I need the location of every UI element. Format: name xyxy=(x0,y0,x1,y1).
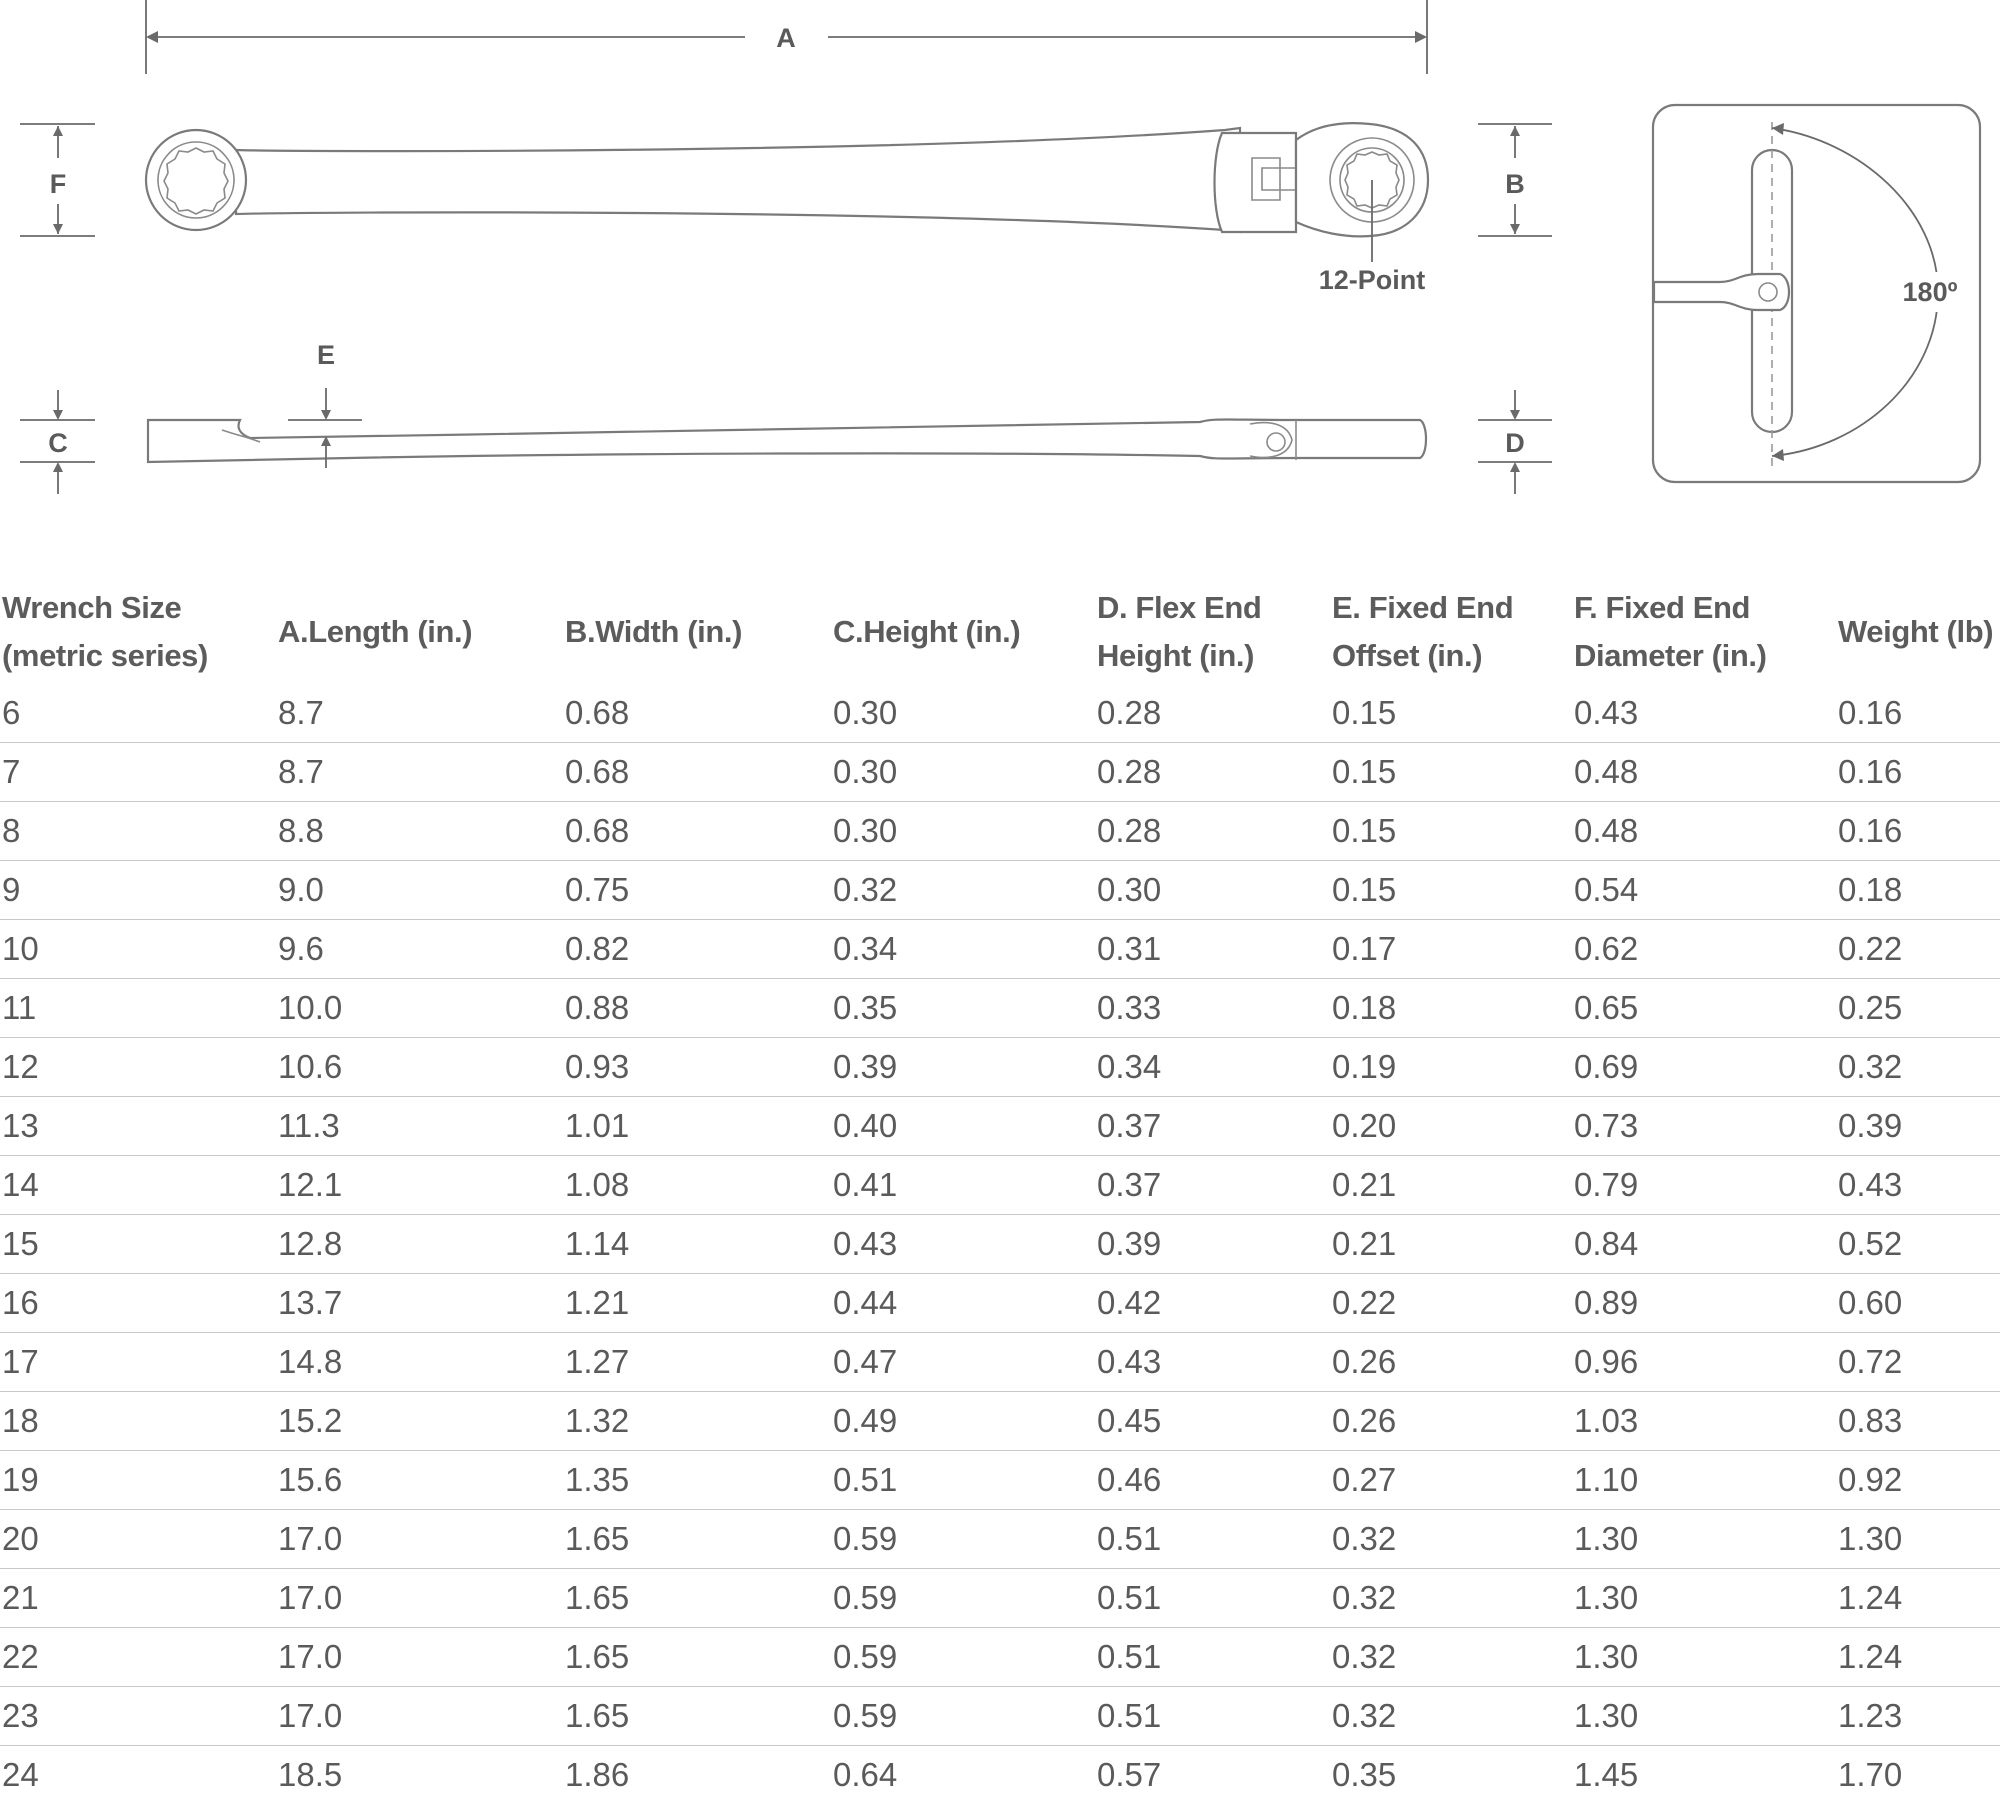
table-cell: 0.21 xyxy=(1330,1156,1572,1215)
table-cell: 0.59 xyxy=(831,1687,1095,1746)
table-cell: 1.14 xyxy=(563,1215,831,1274)
table-cell: 11 xyxy=(0,979,276,1038)
table-cell: 0.22 xyxy=(1330,1274,1572,1333)
table-cell: 0.18 xyxy=(1330,979,1572,1038)
table-cell: 0.51 xyxy=(1095,1628,1330,1687)
table-cell: 10.0 xyxy=(276,979,563,1038)
table-cell: 0.51 xyxy=(1095,1687,1330,1746)
table-cell: 1.23 xyxy=(1836,1687,2000,1746)
header-weight xyxy=(1836,580,2000,684)
table-cell: 0.15 xyxy=(1330,743,1572,802)
table-cell: 1.70 xyxy=(1836,1746,2000,1804)
dimension-e-label: E xyxy=(317,340,335,370)
table-cell: 0.72 xyxy=(1836,1333,2000,1392)
table-cell: 0.34 xyxy=(831,920,1095,979)
table-cell: 1.08 xyxy=(563,1156,831,1215)
table-row xyxy=(0,1746,2000,1804)
spec-table xyxy=(0,580,2000,1804)
table-cell: 1.65 xyxy=(563,1510,831,1569)
table-cell: 0.43 xyxy=(1572,684,1836,743)
table-cell: 24 xyxy=(0,1746,276,1804)
table-cell: 0.96 xyxy=(1572,1333,1836,1392)
dimension-d-label: D xyxy=(1505,428,1525,458)
table-cell: 10 xyxy=(0,920,276,979)
dimension-a xyxy=(146,0,1427,74)
table-cell: 17.0 xyxy=(276,1569,563,1628)
header-fixed-end-offset xyxy=(1330,580,1572,684)
header-line-1: A.Length (in.) xyxy=(278,614,472,649)
header-line-1: Weight (lb) xyxy=(1838,614,1993,649)
table-cell: 6 xyxy=(0,684,276,743)
table-cell: 1.30 xyxy=(1572,1687,1836,1746)
table-cell: 0.43 xyxy=(831,1215,1095,1274)
table-cell: 0.30 xyxy=(1095,861,1330,920)
table-cell: 0.26 xyxy=(1330,1392,1572,1451)
table-cell: 0.57 xyxy=(1095,1746,1330,1804)
table-cell: 0.65 xyxy=(1572,979,1836,1038)
table-cell: 0.92 xyxy=(1836,1451,2000,1510)
header-line-1: D. Flex End xyxy=(1097,590,1261,625)
table-cell: 0.68 xyxy=(563,743,831,802)
fixed-end-ring xyxy=(146,130,246,230)
header-line-2: Diameter (in.) xyxy=(1574,638,1767,673)
table-cell: 0.28 xyxy=(1095,684,1330,743)
table-cell: 1.86 xyxy=(563,1746,831,1804)
table-cell: 0.37 xyxy=(1095,1156,1330,1215)
table-cell: 0.51 xyxy=(1095,1569,1330,1628)
table-cell: 12.1 xyxy=(276,1156,563,1215)
table-cell: 0.43 xyxy=(1095,1333,1330,1392)
table-cell: 0.51 xyxy=(1095,1510,1330,1569)
table-cell: 0.48 xyxy=(1572,802,1836,861)
table-cell: 0.25 xyxy=(1836,979,2000,1038)
table-cell: 0.73 xyxy=(1572,1097,1836,1156)
table-cell: 17.0 xyxy=(276,1687,563,1746)
table-cell: 0.59 xyxy=(831,1510,1095,1569)
table-cell: 0.33 xyxy=(1095,979,1330,1038)
table-cell: 0.18 xyxy=(1836,861,2000,920)
table-cell: 0.28 xyxy=(1095,743,1330,802)
table-cell: 0.68 xyxy=(563,802,831,861)
table-cell: 1.03 xyxy=(1572,1392,1836,1451)
header-line-1: Wrench Size xyxy=(2,590,181,625)
dimension-f-label: F xyxy=(50,169,67,199)
table-cell: 0.84 xyxy=(1572,1215,1836,1274)
table-cell: 21 xyxy=(0,1569,276,1628)
rotation-angle-label: 180º xyxy=(1903,277,1958,307)
table-cell: 0.41 xyxy=(831,1156,1095,1215)
flex-end-head xyxy=(1296,123,1428,236)
wrench-side-view xyxy=(148,420,1426,463)
table-cell: 18.5 xyxy=(276,1746,563,1804)
table-cell: 1.65 xyxy=(563,1628,831,1687)
table-header-row xyxy=(0,580,2000,684)
header-line-1: C.Height (in.) xyxy=(833,614,1020,649)
table-cell: 1.30 xyxy=(1572,1569,1836,1628)
header-line-2: (metric series) xyxy=(2,638,208,673)
table-cell: 0.32 xyxy=(1330,1628,1572,1687)
table-cell: 1.24 xyxy=(1836,1569,2000,1628)
table-cell: 1.32 xyxy=(563,1392,831,1451)
table-cell: 14 xyxy=(0,1156,276,1215)
table-cell: 1.27 xyxy=(563,1333,831,1392)
table-cell: 22 xyxy=(0,1628,276,1687)
table-cell: 1.30 xyxy=(1572,1510,1836,1569)
header-flex-end-height xyxy=(1095,580,1330,684)
table-cell: 1.21 xyxy=(563,1274,831,1333)
table-cell: 0.17 xyxy=(1330,920,1572,979)
table-row xyxy=(0,1333,2000,1392)
table-cell: 17.0 xyxy=(276,1628,563,1687)
table-cell: 0.69 xyxy=(1572,1038,1836,1097)
table-row xyxy=(0,1038,2000,1097)
diagram-canvas xyxy=(0,0,2000,520)
table-cell: 13.7 xyxy=(276,1274,563,1333)
table-cell: 14.8 xyxy=(276,1333,563,1392)
table-cell: 0.26 xyxy=(1330,1333,1572,1392)
table-cell: 0.39 xyxy=(831,1038,1095,1097)
table-cell: 0.40 xyxy=(831,1097,1095,1156)
table-row xyxy=(0,1510,2000,1569)
table-cell: 0.47 xyxy=(831,1333,1095,1392)
header-line-2: Offset (in.) xyxy=(1332,638,1482,673)
table-cell: 0.54 xyxy=(1572,861,1836,920)
table-cell: 0.32 xyxy=(1330,1569,1572,1628)
twelve-point-label: 12-Point xyxy=(1319,265,1426,295)
table-cell: 12 xyxy=(0,1038,276,1097)
table-cell: 0.68 xyxy=(563,684,831,743)
table-cell: 0.31 xyxy=(1095,920,1330,979)
table-cell: 0.35 xyxy=(831,979,1095,1038)
flex-rotation-inset xyxy=(1653,105,1980,482)
table-cell: 12.8 xyxy=(276,1215,563,1274)
table-cell: 13 xyxy=(0,1097,276,1156)
table-cell: 19 xyxy=(0,1451,276,1510)
table-cell: 0.30 xyxy=(831,684,1095,743)
table-cell: 0.32 xyxy=(1836,1038,2000,1097)
header-height xyxy=(831,580,1095,684)
table-cell: 8.8 xyxy=(276,802,563,861)
table-cell: 0.37 xyxy=(1095,1097,1330,1156)
table-row xyxy=(0,1569,2000,1628)
table-row xyxy=(0,743,2000,802)
table-cell: 0.89 xyxy=(1572,1274,1836,1333)
table-cell: 8.7 xyxy=(276,684,563,743)
table-cell: 0.22 xyxy=(1836,920,2000,979)
header-line-1: B.Width (in.) xyxy=(565,614,742,649)
table-row xyxy=(0,1628,2000,1687)
header-line-1: F. Fixed End xyxy=(1574,590,1750,625)
table-cell: 0.45 xyxy=(1095,1392,1330,1451)
table-row xyxy=(0,979,2000,1038)
table-cell: 0.39 xyxy=(1836,1097,2000,1156)
table-cell: 1.45 xyxy=(1572,1746,1836,1804)
table-cell: 9.0 xyxy=(276,861,563,920)
table-row xyxy=(0,1451,2000,1510)
header-length xyxy=(276,580,563,684)
dimension-a-label: A xyxy=(776,23,796,53)
table-cell: 23 xyxy=(0,1687,276,1746)
table-cell: 1.30 xyxy=(1572,1628,1836,1687)
table-cell: 20 xyxy=(0,1510,276,1569)
dimension-c xyxy=(20,390,95,494)
table-cell: 16 xyxy=(0,1274,276,1333)
table-cell: 0.51 xyxy=(831,1451,1095,1510)
table-cell: 0.15 xyxy=(1330,861,1572,920)
table-cell: 0.39 xyxy=(1095,1215,1330,1274)
table-body xyxy=(0,684,2000,1804)
table-cell: 0.16 xyxy=(1836,684,2000,743)
header-line-1: E. Fixed End xyxy=(1332,590,1513,625)
table-row xyxy=(0,861,2000,920)
table-row xyxy=(0,1392,2000,1451)
header-wrench-size xyxy=(0,580,276,684)
table-cell: 11.3 xyxy=(276,1097,563,1156)
table-cell: 0.42 xyxy=(1095,1274,1330,1333)
table-cell: 0.62 xyxy=(1572,920,1836,979)
table-cell: 0.15 xyxy=(1330,802,1572,861)
table-row xyxy=(0,802,2000,861)
table-cell: 0.32 xyxy=(831,861,1095,920)
table-cell: 18 xyxy=(0,1392,276,1451)
table-row xyxy=(0,1687,2000,1746)
table-cell: 15.6 xyxy=(276,1451,563,1510)
table-cell: 0.60 xyxy=(1836,1274,2000,1333)
table-cell: 0.27 xyxy=(1330,1451,1572,1510)
table-cell: 0.43 xyxy=(1836,1156,2000,1215)
table-row xyxy=(0,1274,2000,1333)
table-cell: 0.49 xyxy=(831,1392,1095,1451)
table-row xyxy=(0,684,2000,743)
table-cell: 0.83 xyxy=(1836,1392,2000,1451)
dimension-d xyxy=(1478,390,1552,494)
table-cell: 0.75 xyxy=(563,861,831,920)
table-cell: 1.24 xyxy=(1836,1628,2000,1687)
header-fixed-end-diameter xyxy=(1572,580,1836,684)
wrench-dimension-diagram xyxy=(0,0,2000,520)
table-cell: 17 xyxy=(0,1333,276,1392)
table-cell: 0.32 xyxy=(1330,1687,1572,1746)
table-cell: 8.7 xyxy=(276,743,563,802)
table-cell: 0.79 xyxy=(1572,1156,1836,1215)
table-cell: 1.01 xyxy=(563,1097,831,1156)
table-cell: 0.88 xyxy=(563,979,831,1038)
table-cell: 0.30 xyxy=(831,802,1095,861)
table-cell: 1.65 xyxy=(563,1569,831,1628)
table-row xyxy=(0,920,2000,979)
table-cell: 0.64 xyxy=(831,1746,1095,1804)
table-cell: 0.28 xyxy=(1095,802,1330,861)
table-cell: 9.6 xyxy=(276,920,563,979)
table-cell: 9 xyxy=(0,861,276,920)
table-cell: 0.48 xyxy=(1572,743,1836,802)
dimension-b-label: B xyxy=(1505,169,1525,199)
table-cell: 0.21 xyxy=(1330,1215,1572,1274)
table-cell: 0.46 xyxy=(1095,1451,1330,1510)
table-cell: 0.44 xyxy=(831,1274,1095,1333)
table-row xyxy=(0,1097,2000,1156)
table-cell: 17.0 xyxy=(276,1510,563,1569)
table-cell: 8 xyxy=(0,802,276,861)
table-cell: 0.16 xyxy=(1836,802,2000,861)
table-cell: 1.65 xyxy=(563,1687,831,1746)
dimension-b xyxy=(1478,124,1552,236)
header-line-2: Height (in.) xyxy=(1097,638,1254,673)
table-cell: 0.59 xyxy=(831,1628,1095,1687)
table-cell: 1.35 xyxy=(563,1451,831,1510)
table-cell: 0.59 xyxy=(831,1569,1095,1628)
table-cell: 7 xyxy=(0,743,276,802)
table-cell: 0.32 xyxy=(1330,1510,1572,1569)
dimension-f xyxy=(20,124,95,236)
table-cell: 0.16 xyxy=(1836,743,2000,802)
table-cell: 0.20 xyxy=(1330,1097,1572,1156)
table-cell: 15.2 xyxy=(276,1392,563,1451)
table-cell: 10.6 xyxy=(276,1038,563,1097)
table-cell: 0.35 xyxy=(1330,1746,1572,1804)
table-cell: 0.52 xyxy=(1836,1215,2000,1274)
table-cell: 1.30 xyxy=(1836,1510,2000,1569)
table-cell: 0.82 xyxy=(563,920,831,979)
table-cell: 15 xyxy=(0,1215,276,1274)
table-cell: 0.15 xyxy=(1330,684,1572,743)
wrench-top-view xyxy=(146,123,1428,295)
table-cell: 0.93 xyxy=(563,1038,831,1097)
table-cell: 0.34 xyxy=(1095,1038,1330,1097)
table-cell: 1.10 xyxy=(1572,1451,1836,1510)
dimension-c-label: C xyxy=(48,428,68,458)
header-width xyxy=(563,580,831,684)
table-cell: 0.19 xyxy=(1330,1038,1572,1097)
table-cell: 0.30 xyxy=(831,743,1095,802)
table-row xyxy=(0,1156,2000,1215)
table-row xyxy=(0,1215,2000,1274)
